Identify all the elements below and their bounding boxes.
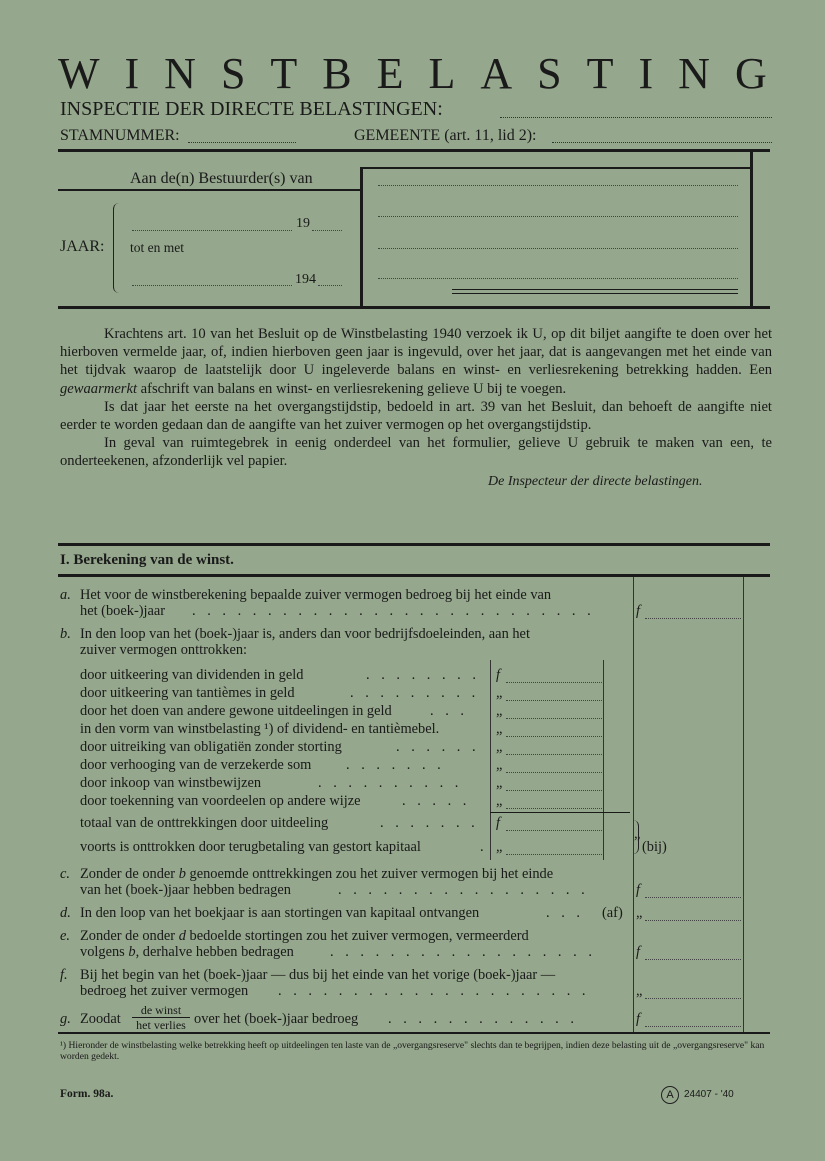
- intro-paragraph-2: Is dat jaar het eerste na het overgangstijdstip, bedoeld in art. 39 van het Besluit, dan behoeft de aangifte niet eerder te worden gedaan dan de aangifte van het zuiver vermogen op het overgangstijdstip.: [60, 399, 772, 434]
- row-g-amount[interactable]: [645, 1026, 741, 1027]
- row-f-mark: „: [636, 983, 643, 999]
- row-a-line1: Het voor de winstberekening bepaalde zuiver vermogen bedroeg bij het einde van: [80, 587, 552, 603]
- box-bottom-rule: [58, 306, 770, 309]
- row-g-leader: . . . . . . . . . . . . .: [388, 1011, 578, 1027]
- row-a-mark: f: [636, 603, 640, 619]
- print-code: 24407 - '40: [684, 1089, 734, 1100]
- voorts-mark: „: [496, 839, 503, 855]
- row-f-letter: f.: [60, 967, 68, 983]
- address-line-4[interactable]: [378, 278, 738, 279]
- row-e-mark: f: [636, 944, 640, 960]
- row-e-letter: e.: [60, 928, 70, 944]
- row-d-leader: . . .: [546, 905, 584, 921]
- row-c-mark: f: [636, 882, 640, 898]
- year-to-suffix[interactable]: [318, 285, 342, 286]
- deduction-item-amount[interactable]: [506, 790, 602, 791]
- stamnummer-field[interactable]: [188, 142, 296, 143]
- deduction-item-mark: „: [496, 685, 503, 701]
- inspecteur-signature: De Inspecteur der directe belastingen.: [488, 474, 703, 489]
- row-f-leader: . . . . . . . . . . . . . . . . . . . . .: [278, 983, 590, 999]
- section-bottom-rule: [58, 1032, 770, 1034]
- deduction-item-label: door verhooging van de verzekerde som: [80, 757, 312, 773]
- row-b-letter: b.: [60, 626, 71, 642]
- deduction-item-label: door inkoop van winstbewijzen: [80, 775, 262, 791]
- year-to-field[interactable]: [132, 285, 292, 286]
- totaal-mark: f: [496, 815, 500, 831]
- tot-en-met-label: tot en met: [130, 240, 184, 255]
- deduction-item-amount[interactable]: [506, 808, 602, 809]
- deduction-item-leader: . . . . . . . . .: [350, 685, 480, 701]
- jaar-label: JAAR:: [60, 238, 105, 255]
- footnote: ¹) Hieronder de winstbelasting welke betrekking heeft op uitdeelingen ten laste van de „overgangsreserve" slechts dan te begrijpen, indien deze belasting uit de „overgangsreserve" kan worden gedekt.: [60, 1040, 765, 1062]
- address-line-1[interactable]: [378, 185, 738, 186]
- row-f-line1: Bij het begin van het (boek-)jaar — dus bij het einde van het vorige (boek-)jaar —: [80, 967, 556, 983]
- deduction-item-mark: f: [496, 667, 500, 683]
- row-g-frac-bottom: het verlies: [136, 1018, 186, 1032]
- row-a-line2: het (boek-)jaar: [80, 603, 166, 619]
- inner-col-divider: [490, 660, 491, 860]
- box-right-border: [750, 152, 753, 309]
- row-g-frac-top: de winst: [140, 1003, 182, 1017]
- bij-label: (bij): [642, 839, 667, 855]
- deduction-item-mark: „: [496, 739, 503, 755]
- deduction-item-mark: „: [496, 775, 503, 791]
- address-double-rule-1: [452, 289, 738, 290]
- totaal-leader: . . . . . . .: [380, 815, 479, 831]
- row-f-line2: bedroeg het zuiver vermogen: [80, 983, 249, 999]
- deduction-item-mark: „: [496, 757, 503, 773]
- inner-cents-divider: [603, 660, 604, 860]
- row-c-line2: van het (boek-)jaar hebben bedragen: [80, 882, 291, 898]
- row-c-line1: Zonder de onder b genoemde onttrekkingen zou het zuiver vermogen bij het einde: [80, 866, 554, 882]
- form-number: Form. 98a.: [60, 1088, 114, 1100]
- box-top-rule: [360, 167, 753, 169]
- row-b-line2: zuiver vermogen onttrokken:: [80, 642, 248, 658]
- deduction-item-leader: . . . . . . . . . .: [318, 775, 463, 791]
- address-line-2[interactable]: [378, 216, 738, 217]
- row-d-letter: d.: [60, 905, 71, 921]
- gemeente-field[interactable]: [552, 142, 772, 143]
- form-title: WINSTBELASTING: [58, 49, 792, 98]
- year-to-prefix: 194: [295, 272, 316, 287]
- section-heading-rule: [58, 574, 770, 577]
- year-from-field[interactable]: [132, 230, 292, 231]
- voorts-label: voorts is onttrokken door terugbetaling van gestort kapitaal: [80, 839, 421, 855]
- col-f-divider: [633, 577, 634, 1032]
- row-e-line1: Zonder de onder d bedoelde stortingen zou het zuiver vermogen, vermeerderd: [80, 928, 529, 944]
- inspectie-field[interactable]: [500, 117, 772, 118]
- row-f-amount[interactable]: [645, 998, 741, 999]
- deduction-item-label: door het doen van andere gewone uitdeelingen in geld: [80, 703, 392, 719]
- deduction-item-leader: . . . . . . .: [346, 757, 445, 773]
- deduction-item-amount[interactable]: [506, 754, 602, 755]
- gemeente-label: GEMEENTE (art. 11, lid 2):: [354, 127, 537, 144]
- inspectie-label: INSPECTIE DER DIRECTE BELASTINGEN:: [60, 98, 443, 120]
- printer-mark: A: [661, 1086, 679, 1104]
- intro-paragraph-3: In geval van ruimtegebrek in eenig onderdeel van het formulier, gelieve U gebruik te maken van een, te onderteekenen, afzonderlijk vel papier.: [60, 435, 772, 470]
- deduction-item-amount[interactable]: [506, 700, 602, 701]
- intro-paragraph-1: Krachtens art. 10 van het Besluit op de Winstbelasting 1940 verzoek ik U, op dit biljet aangifte te doen over het hierboven vermelde jaar, of, indien hierboven geen jaar is ingevuld, over het jaar, dat is aangevangen met het einde van het tijdvak waarop de laatstelijk door U ingeleverde balans en winst- en verliesrekening betrekking hadden. Een gewaarmerkt afschrift van balans en winst- en verliesrekening gelieve U bij te voegen.: [60, 326, 772, 397]
- row-d-line1: In den loop van het boekjaar is aan stortingen van kapitaal ontvangen: [80, 905, 480, 921]
- row-g-letter: g.: [60, 1011, 71, 1027]
- row-g-suffix: over het (boek-)jaar bedroeg: [194, 1011, 359, 1027]
- row-g-prefix: Zoodat: [80, 1011, 121, 1027]
- row-a-letter: a.: [60, 587, 71, 603]
- totaal-rule: [490, 812, 630, 813]
- address-line-3[interactable]: [378, 248, 738, 249]
- deduction-item-mark: „: [496, 721, 503, 737]
- row-g-mark: f: [636, 1011, 640, 1027]
- row-c-amount[interactable]: [645, 897, 741, 898]
- col-cents-divider: [743, 577, 744, 1032]
- deduction-item-label: door uitreiking van obligatiën zonder storting: [80, 739, 342, 755]
- address-double-rule-2: [452, 293, 738, 294]
- box-left-border: [360, 167, 363, 309]
- deduction-item-label: door uitkeering van dividenden in geld: [80, 667, 304, 683]
- deduction-item-amount[interactable]: [506, 772, 602, 773]
- voorts-leader: .: [480, 839, 484, 855]
- row-e-line2: volgens b, derhalve hebben bedragen: [80, 944, 294, 960]
- row-e-amount[interactable]: [645, 959, 741, 960]
- deduction-item-mark: „: [496, 703, 503, 719]
- deduction-item-label: in den vorm van winstbelasting ¹) of dividend- en tantièmebel.: [80, 721, 440, 737]
- aan-rule: [58, 189, 360, 191]
- deduction-item-leader: . . .: [430, 703, 468, 719]
- jaar-brace: [113, 203, 120, 293]
- voorts-amount[interactable]: [506, 854, 602, 855]
- deduction-item-amount[interactable]: [506, 682, 602, 683]
- row-d-af: (af): [602, 905, 623, 921]
- row-c-letter: c.: [60, 866, 70, 882]
- totaal-amount[interactable]: [506, 830, 602, 831]
- row-a-amount[interactable]: [645, 618, 741, 619]
- deduction-item-leader: . . . . . . . .: [366, 667, 480, 683]
- row-c-leader: . . . . . . . . . . . . . . . . .: [338, 882, 589, 898]
- stamnummer-label: STAMNUMMER:: [60, 127, 180, 144]
- row-d-amount[interactable]: [645, 920, 741, 921]
- row-b-line1: In den loop van het (boek-)jaar is, anders dan voor bedrijfsdoeleinden, aan het: [80, 626, 530, 642]
- bij-mark: „: [634, 826, 641, 842]
- row-a-leader: . . . . . . . . . . . . . . . . . . . . . . . . . . .: [192, 603, 595, 619]
- header-rule: [58, 149, 770, 152]
- deduction-item-label: door toekenning van voordeelen op andere wijze: [80, 793, 361, 809]
- deduction-item-amount[interactable]: [506, 718, 602, 719]
- year-from-prefix: 19: [296, 216, 310, 231]
- deduction-item-leader: . . . . .: [402, 793, 471, 809]
- deduction-item-amount[interactable]: [506, 736, 602, 737]
- row-d-mark: „: [636, 905, 643, 921]
- totaal-label: totaal van de onttrekkingen door uitdeeling: [80, 815, 329, 831]
- aan-label: Aan de(n) Bestuurder(s) van: [130, 170, 313, 187]
- year-from-suffix[interactable]: [312, 230, 342, 231]
- deduction-item-label: door uitkeering van tantièmes in geld: [80, 685, 295, 701]
- deduction-item-mark: „: [496, 793, 503, 809]
- deduction-item-leader: . . . . . .: [396, 739, 480, 755]
- section-top-rule: [58, 543, 770, 546]
- row-e-leader: . . . . . . . . . . . . . . . . . .: [330, 944, 596, 960]
- section-heading: I. Berekening van de winst.: [60, 552, 234, 568]
